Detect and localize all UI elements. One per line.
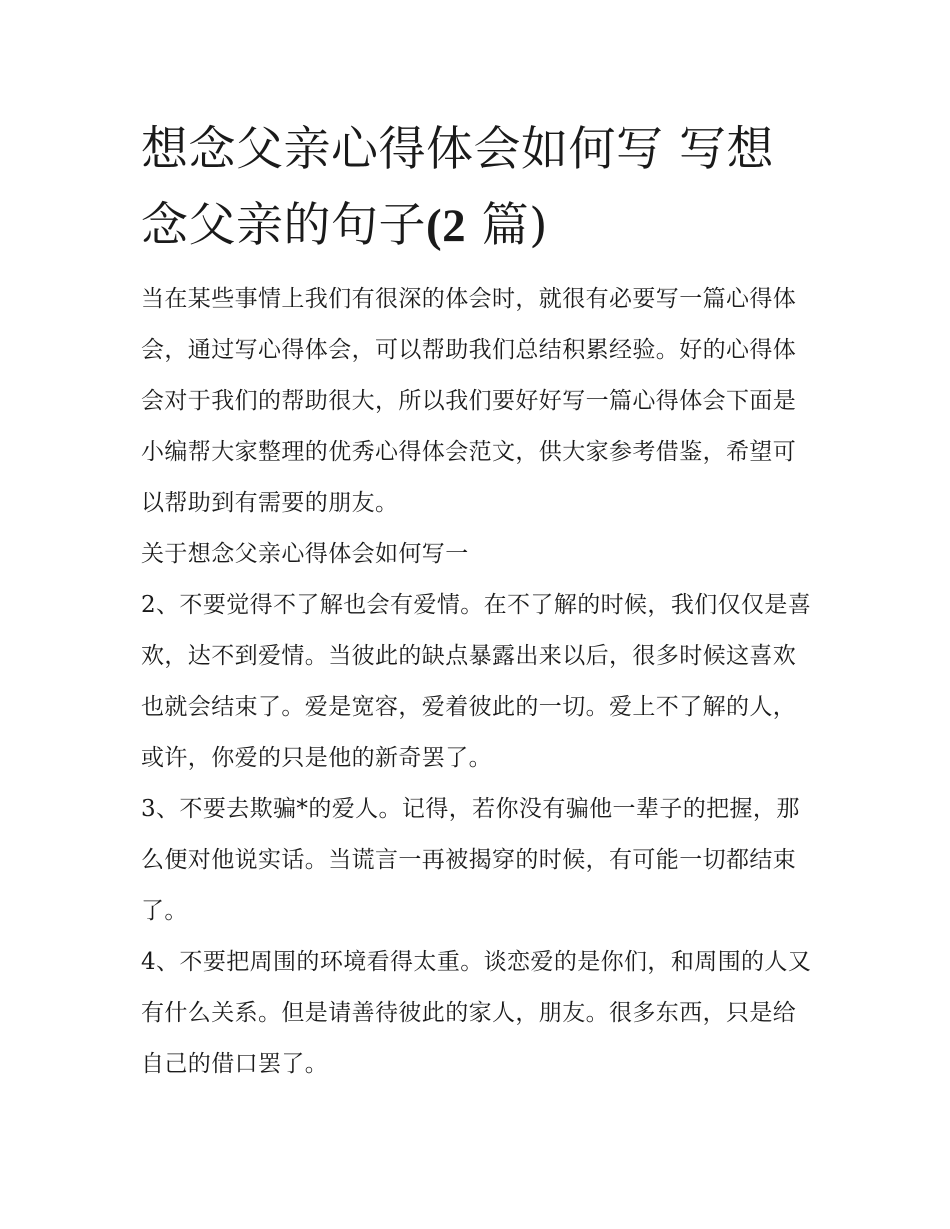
title-text: 想念父亲心得体会如何写 写想念父亲的句子 bbox=[141, 122, 774, 253]
title-paren-open: ( bbox=[426, 200, 443, 252]
document-title bbox=[141, 112, 813, 264]
document-page bbox=[141, 112, 813, 1090]
list-item-2: 2、不要觉得不了解也会有爱情。在不了解的时候，我们仅仅是喜欢，达不到爱情。当彼此的缺点暴露出来以后，很多时候这喜欢也就会结束了。爱是宽容，爱着彼此的一切。爱上不了解的人，或许，你爱的只是他的新奇罢了。 bbox=[141, 592, 812, 771]
list-item-3: 3、不要去欺骗*的爱人。记得，若你没有骗他一辈子的把握，那么便对他说实话。当谎言一再被揭穿的时候，有可能一切都结束了。 bbox=[141, 796, 800, 924]
section-heading: 关于想念父亲心得体会如何写一 bbox=[141, 541, 469, 567]
title-text-end: 篇) bbox=[466, 198, 548, 253]
title-number: 2 bbox=[442, 200, 467, 252]
list-item-4: 4、不要把周围的环境看得太重。谈恋爱的是你们，和周围的人又有什么关系。但是请善待彼此的家人，朋友。很多东西，只是给自己的借口罢了。 bbox=[141, 949, 812, 1077]
intro-paragraph: 当在某些事情上我们有很深的体会时，就很有必要写一篇心得体会，通过写心得体会，可以帮助我们总结积累经验。好的心得体会对于我们的帮助很大，所以我们要好好写一篇心得体会下面是小编帮大家整理的优秀心得体会范文，供大家参考借鉴，希望可以帮助到有需要的朋友。 bbox=[141, 286, 797, 516]
